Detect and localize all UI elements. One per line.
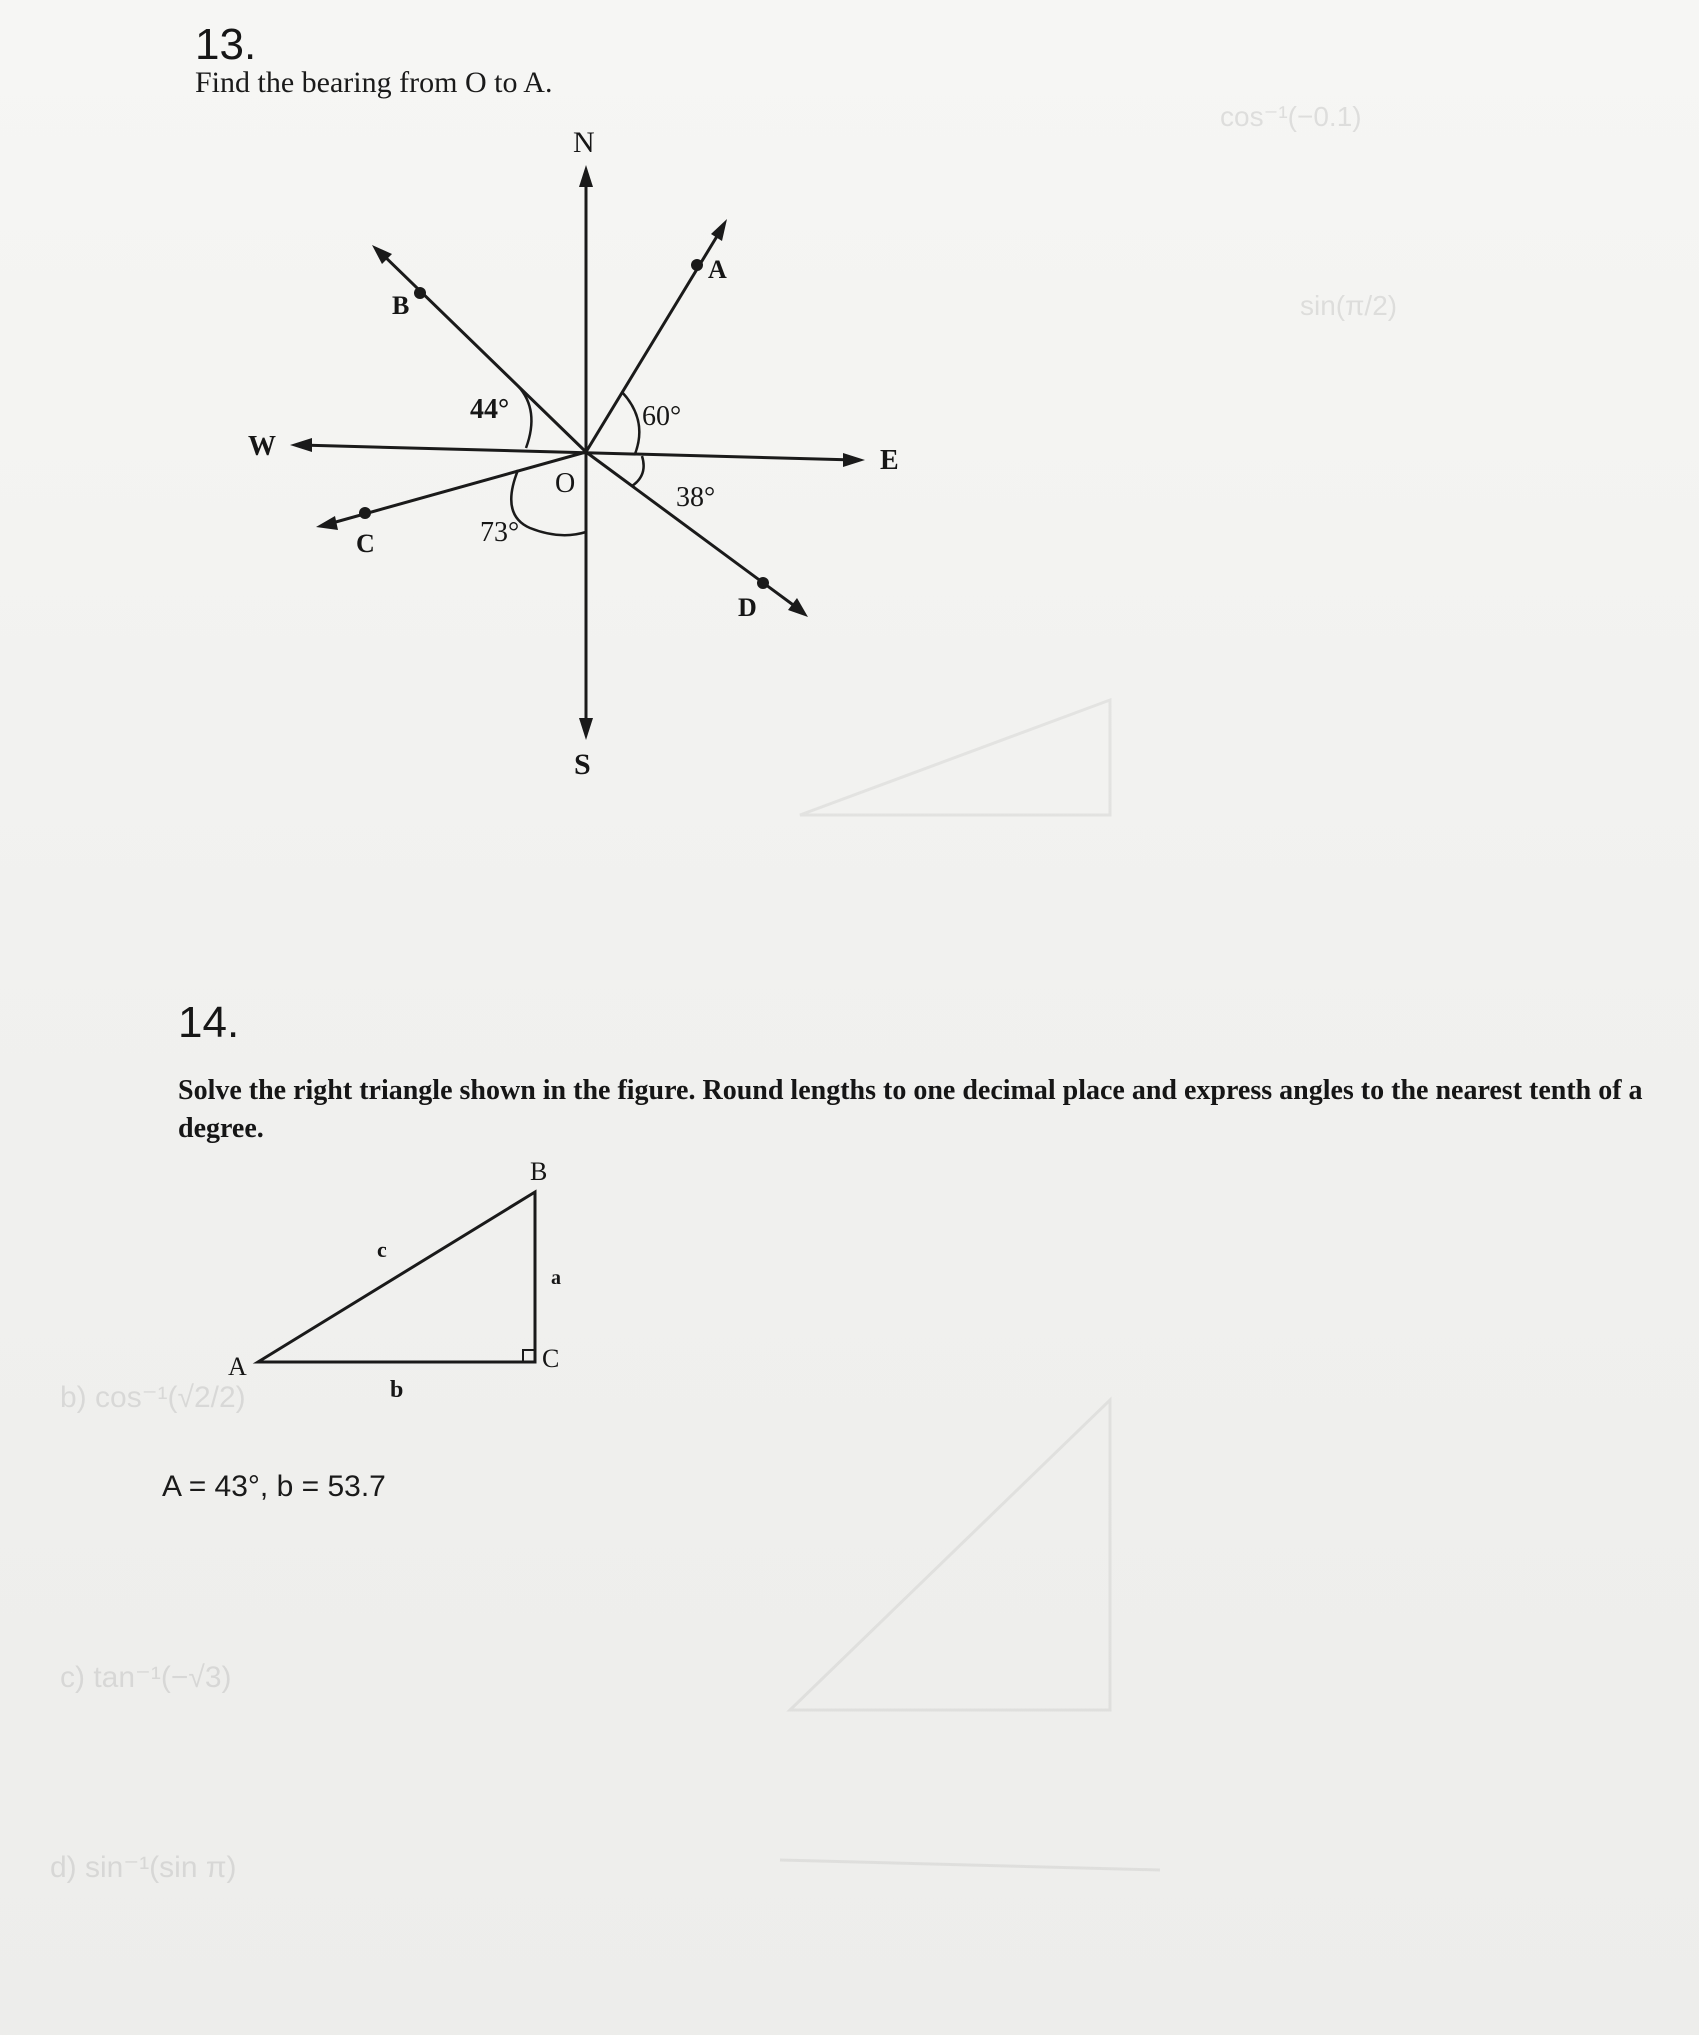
question-number-14: 14. — [178, 998, 240, 1047]
label-point-b: B — [392, 291, 410, 320]
label-side-b: b — [390, 1377, 404, 1403]
angle-label-44: 44° — [470, 394, 510, 425]
label-side-a: a — [551, 1267, 561, 1289]
bleed-through-mark: cos⁻¹(−0.1) — [1220, 101, 1362, 132]
label-vertex-a: A — [228, 1352, 247, 1381]
given-values: A = 43°, b = 53.7 — [162, 1470, 386, 1503]
bleed-through-mark: b) cos⁻¹(√2/2) — [60, 1381, 246, 1414]
question-prompt-14: Solve the right triangle shown in the figure. Round lengths to one decimal place and express angles to the nearest tenth of a degree. — [178, 1075, 1643, 1144]
bleed-through-mark: c) tan⁻¹(−√3) — [60, 1661, 232, 1694]
angle-label-60: 60° — [642, 401, 682, 432]
label-west: W — [248, 431, 276, 462]
bleed-through-mark: d) sin⁻¹(sin π) — [50, 1851, 237, 1884]
label-vertex-c: C — [542, 1344, 560, 1373]
label-side-c: c — [377, 1237, 387, 1262]
right-angle-marker — [523, 1350, 535, 1362]
label-point-c: C — [356, 529, 375, 558]
label-point-a: A — [708, 255, 727, 284]
angle-label-73: 73° — [480, 517, 520, 548]
bleed-through-mark: sin(π/2) — [1300, 290, 1398, 321]
label-point-d: D — [738, 593, 757, 622]
label-vertex-b: B — [530, 1157, 548, 1186]
label-south: S — [574, 748, 591, 781]
question-prompt-13: Find the bearing from O to A. — [195, 66, 553, 99]
right-triangle — [258, 1192, 535, 1362]
question-number-13: 13. — [195, 20, 257, 69]
label-east: E — [880, 445, 899, 476]
angle-label-38: 38° — [676, 482, 716, 513]
label-north: N — [573, 126, 595, 159]
label-origin: O — [555, 468, 576, 499]
